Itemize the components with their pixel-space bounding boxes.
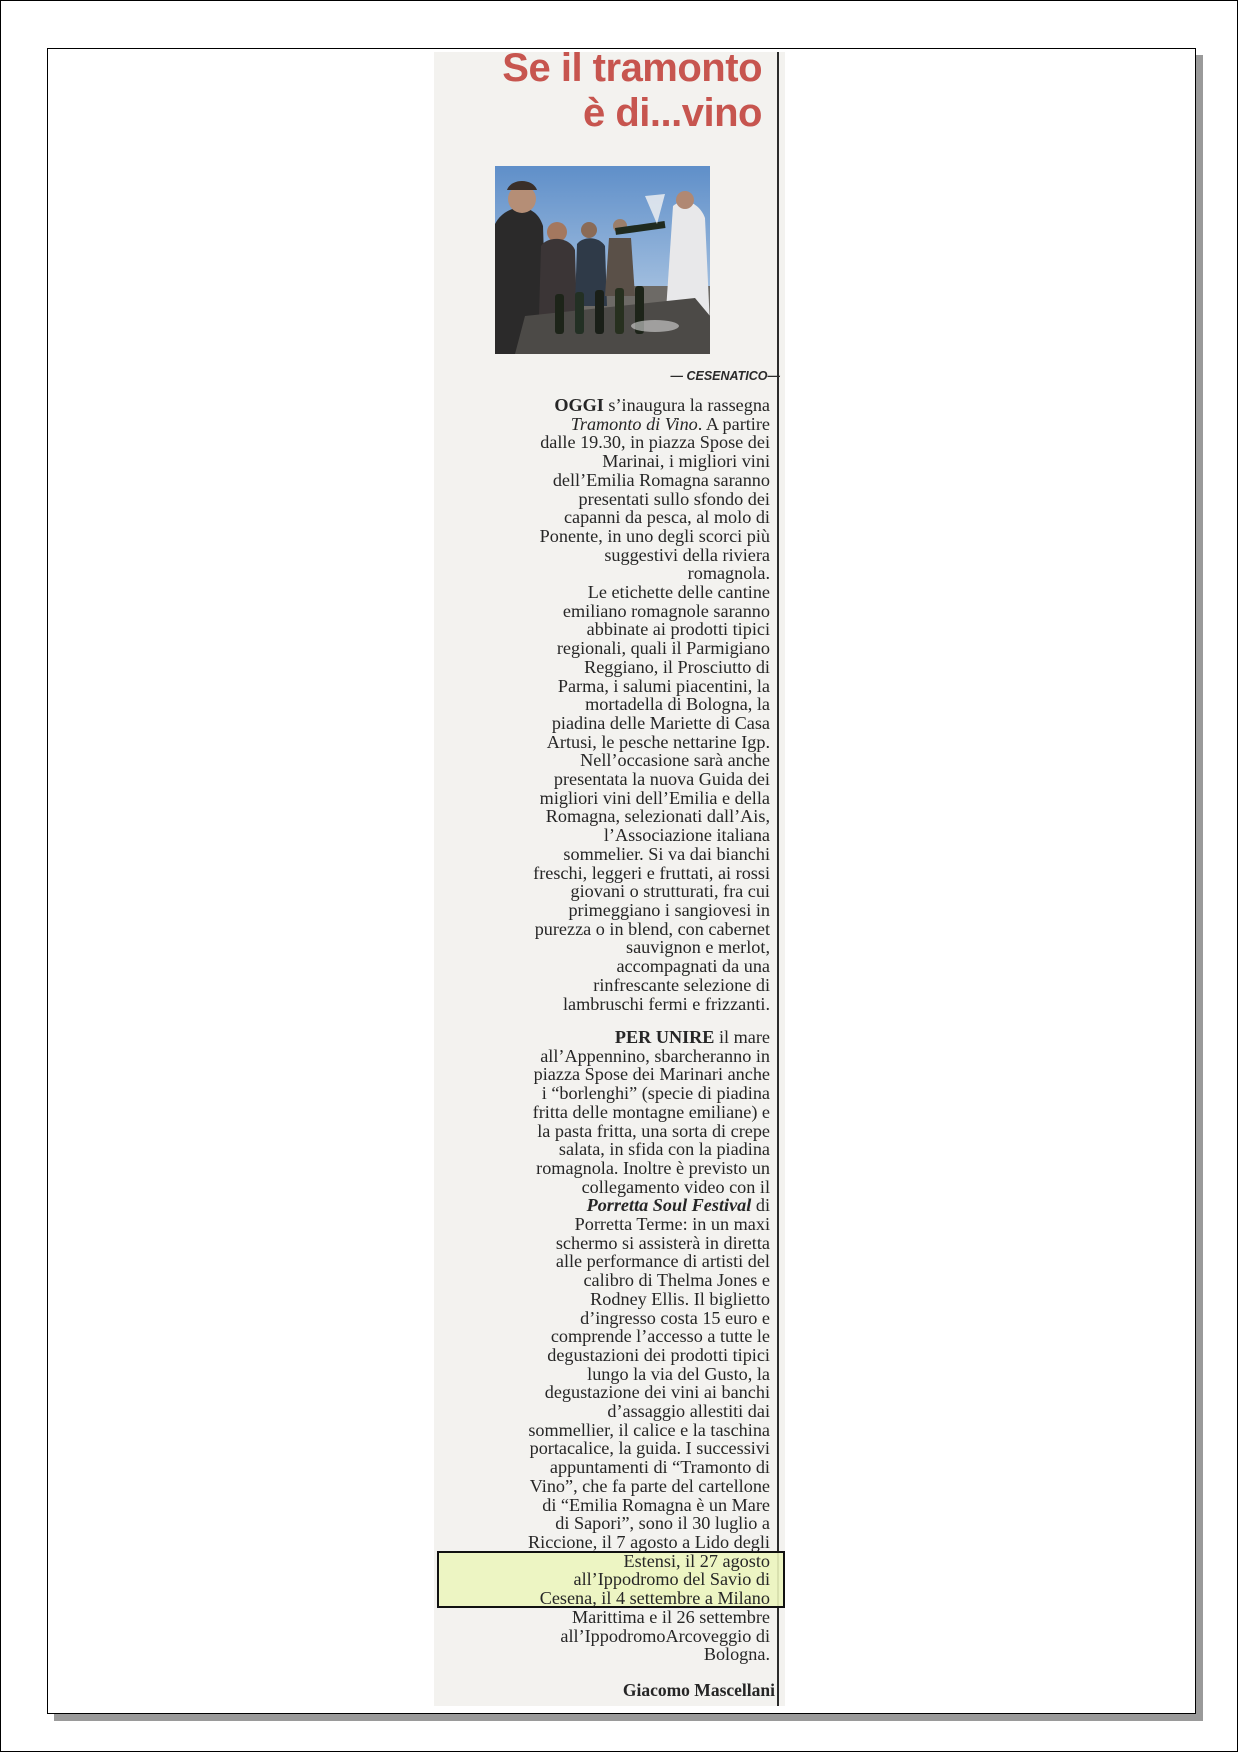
festival-name: Porretta Soul Festival [586,1195,752,1216]
lead-in: OGGI [554,395,604,415]
text-line: mortadella di Bologna, la [585,694,770,715]
text-line: degustazione dei vini ai banchi [544,1382,770,1403]
text-line: regionali, quali il Parmigiano [556,638,770,659]
text-line: d’assaggio allestiti dai [607,1401,770,1422]
text-line: presentati sullo sfondo dei [578,488,770,509]
text-line: freschi, leggeri e fruttati, ai rossi [533,862,770,883]
text-line: schermo si assisterà in diretta [555,1232,770,1253]
text-line: Marinai, i migliori vini [602,451,770,472]
text-line: di Sapori”, sono il 30 luglio a [555,1513,770,1534]
text-line: Nell’occasione sarà anche [580,750,770,771]
text-line: piadina delle Mariette di Casa [551,712,770,733]
text-line: la pasta fritta, una sorta di crepe [537,1120,770,1141]
text-line: romagnola. [687,563,770,584]
text-line: giovani o strutturati, fra cui [570,881,770,902]
text-line: Tramonto di Vino. A partire [570,413,770,434]
text-line: degustazioni dei prodotti tipici [547,1344,770,1365]
text-line: sauvignon e merlot, [626,937,770,958]
text-line: Riccione, il 7 agosto a Lido degli [528,1531,770,1552]
event-name: Tramonto di Vino [570,413,698,434]
dateline: — CESENATICO— [670,369,780,383]
text-line: Artusi, le pesche nettarine Igp. [546,731,770,752]
text-line: i “borlenghi” (specie di piadina [541,1083,770,1104]
article-paragraph-1 [446,396,770,1013]
text-line: migliori vini dell’Emilia e della [539,787,770,808]
text-line: Parma, i salumi piacentini, la [557,675,770,696]
text-line: all’Ippodromo del Savio di [573,1569,770,1590]
text-line: dell’Emilia Romagna saranno [552,469,770,490]
wine-tasting-photo [495,166,710,354]
text-line: Cesena, il 4 settembre a Milano [539,1588,770,1609]
text-line: emiliano romagnole saranno [562,600,770,621]
text-line: presentata la nuova Guida dei [553,769,770,790]
headline-line-2: è di...vino [583,91,762,135]
text-line: calibro di Thelma Jones e [583,1270,770,1291]
text-line: Vino”, che fa parte del cartellone [529,1475,770,1496]
text-line: rinfrescante selezione di [593,974,770,995]
text-line: Porretta Terme: in un maxi [574,1214,770,1235]
text-line: Porretta Soul Festival di [586,1195,770,1216]
text-line: all’Appennino, sbarcheranno in [540,1045,770,1066]
text-line: l’Associazione italiana [603,825,770,846]
text-line: Romagna, selezionati dall’Ais, [545,806,770,827]
text-line: OGGI s’inaugura la rassegna [554,395,770,415]
text-line: all’IppodromoArcoveggio di [560,1625,770,1646]
text-line: suggestivi della riviera [604,544,770,565]
text-line: di “Emilia Romagna è un Mare [542,1494,770,1515]
text-line: capanni da pesca, al molo di [563,507,770,528]
text-line: lambruschi fermi e frizzanti. [562,993,770,1014]
author-byline: Giacomo Mascellani [622,1680,775,1700]
text-line: Rodney Ellis. Il biglietto [590,1288,770,1309]
text-line: lungo la via del Gusto, la [587,1363,770,1384]
text-line: piazza Spose dei Marinari anche [533,1064,770,1085]
text-line: PER UNIRE il mare [614,1027,770,1047]
column-rule [777,52,779,1706]
text-line: fritta delle montagne emiliane) e [532,1101,770,1122]
text-line: purezza o in blend, con cabernet [534,918,770,939]
text-line: primeggiano i sangiovesi in [568,899,770,920]
text-line: Reggiano, il Prosciutto di [584,656,770,677]
text-line: sommelier. Si va dai bianchi [563,843,770,864]
text-line: Bologna. [703,1644,770,1665]
article-headline [436,46,762,136]
article-paragraph-2 [446,1028,770,1664]
text-line: dalle 19.30, in piazza Spose dei [540,432,770,453]
text-line: romagnola. Inoltre è previsto un [536,1157,770,1178]
text-line: Ponente, in uno degli scorci più [539,525,770,546]
text-line: Estensi, il 27 agosto [623,1550,770,1571]
headline-line-1: Se il tramonto [502,46,762,90]
text-line: Marittima e il 26 settembre [572,1606,770,1627]
text-line: d’ingresso costa 15 euro e [580,1307,770,1328]
text-line: comprende l’accesso a tutte le [550,1326,770,1347]
text-line: portacalice, la guida. I successivi [529,1438,770,1459]
text-line: Le etichette delle cantine [587,582,770,603]
text-line: appuntamenti di “Tramonto di [549,1457,770,1478]
lead-in: PER UNIRE [614,1027,715,1047]
text-line: collegamento video con il [581,1176,770,1197]
text-line: abbinate ai prodotti tipici [586,619,770,640]
text-line: salata, in sfida con la piadina [558,1139,770,1160]
text-line: sommellier, il calice e la taschina [528,1419,770,1440]
text-line: alle performance di artisti del [555,1251,770,1272]
text-line: accompagnati da una [616,956,770,977]
